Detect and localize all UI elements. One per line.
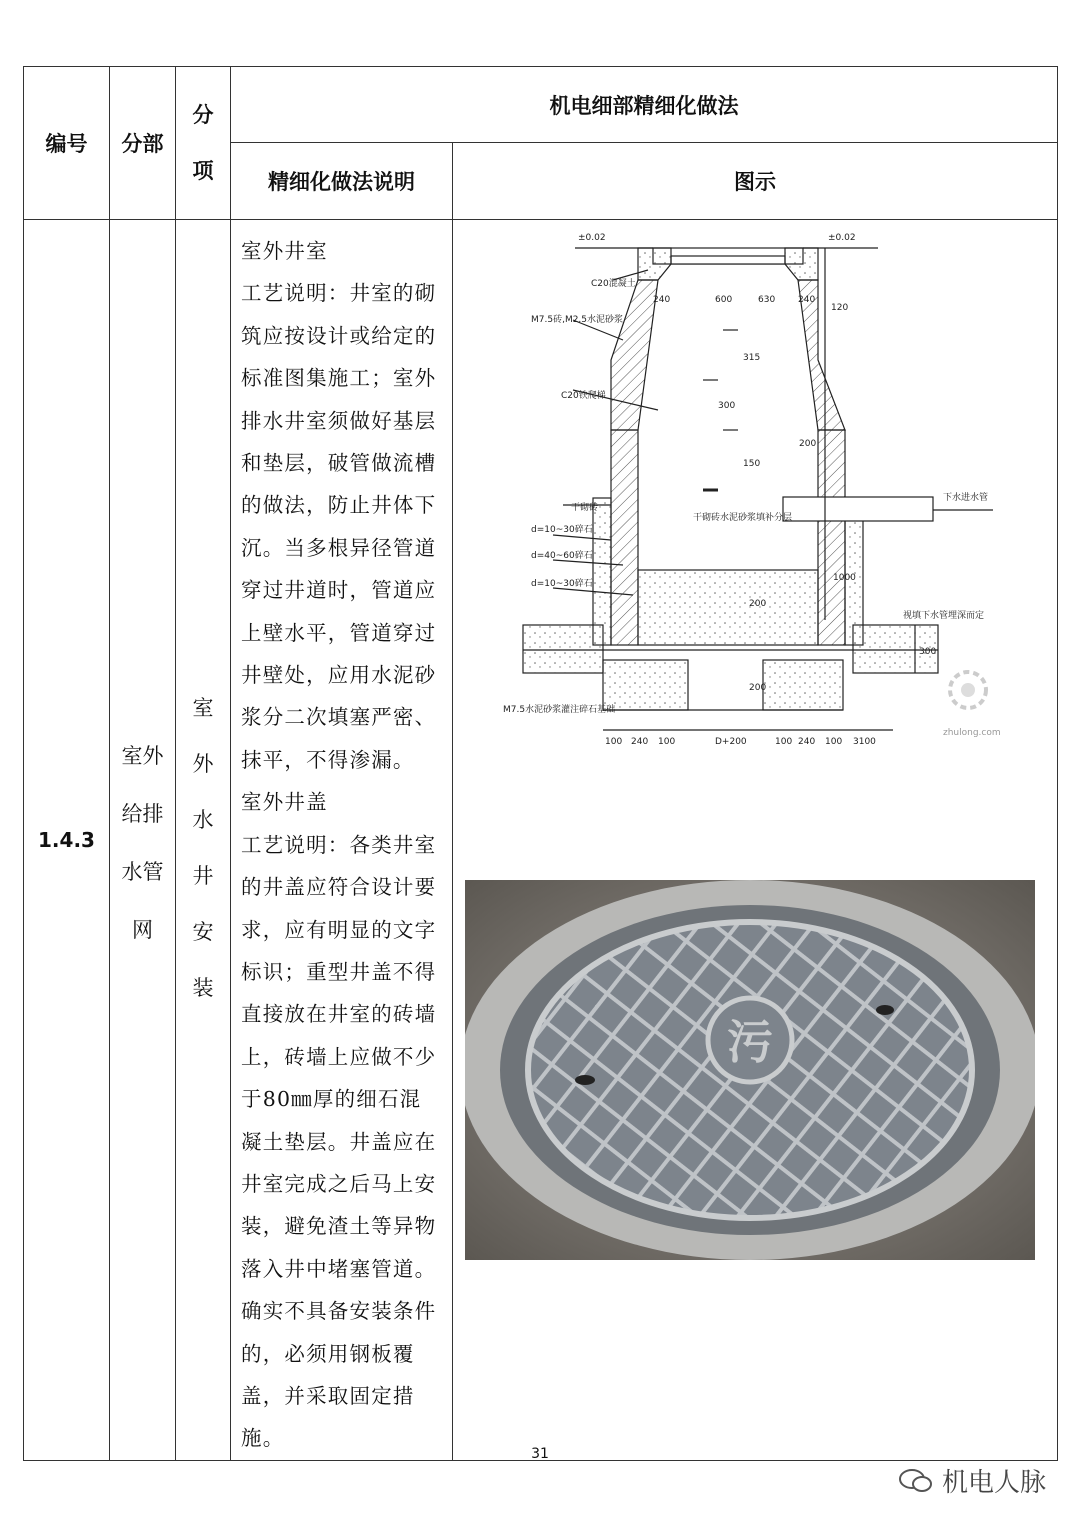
row-subitem	[176, 220, 231, 1461]
watermark-text: 机电人脉	[941, 1468, 1046, 1498]
section1-text: 井室的砌筑应按设计或给定的标准图集施工；室外排水井室须做好基层和垫层，破管做流槽的做法，防止井体下沉。当多根异径管道穿过井道时，管道应上壁水平，管道穿过井壁处，应用水泥砂浆分二次填塞严密、抹平，不得渗漏。	[241, 281, 437, 772]
manhole-cover-photo	[465, 880, 1035, 1260]
drawing-dim-600: 600	[715, 295, 733, 305]
bottom-dim: 240	[798, 737, 816, 747]
subitem-char: 安	[192, 919, 214, 944]
header-group-title: 机电细部精细化做法	[231, 67, 1058, 143]
division-line: 给排	[121, 801, 164, 826]
row-division	[110, 220, 176, 1461]
wechat-watermark	[898, 1462, 1046, 1499]
drawing-label-dry-brick: 干砌砖	[571, 503, 599, 513]
subitem-char: 井	[192, 863, 214, 888]
division-line: 水管	[121, 859, 164, 884]
bottom-dim: D+200	[715, 737, 747, 747]
bottom-dim: 240	[631, 737, 649, 747]
drawing-dim-200: 200	[799, 439, 817, 449]
bottom-dim: 100	[658, 737, 676, 747]
drawing-dim-240b: 240	[798, 295, 816, 305]
header-number: 编号	[24, 67, 110, 220]
drawing-dim-120: 120	[831, 303, 849, 313]
drawing-dim-150: 150	[743, 459, 761, 469]
section1-lead: 工艺说明：	[241, 281, 350, 306]
drawing-label-concrete: C20混凝土	[591, 279, 636, 289]
drawing-dim-630: 630	[758, 295, 776, 305]
drawing-level-left: ±0.02	[578, 233, 606, 243]
section2-title: 室外井盖	[241, 790, 328, 815]
drawing-bottom-dims	[605, 737, 876, 747]
spec-table	[23, 66, 1058, 1461]
drawing-label-gravel2: d=40~60碎石	[531, 551, 593, 561]
section2-body	[241, 824, 443, 1460]
drawing-label-side: 视填下水管埋深而定	[903, 611, 985, 621]
drawing-level-right: ±0.02	[828, 233, 856, 243]
drawing-label-cushion: 干砌砖水泥砂浆填补分层	[693, 513, 793, 523]
header-illustration: 图示	[453, 143, 1058, 220]
drawing-label-base: M7.5水泥砂浆灌注碎石基础	[503, 705, 616, 715]
cover-mark: 污	[727, 1015, 773, 1069]
drawing-label-gravel3: d=10~30碎石	[531, 579, 593, 589]
header-description: 精细化做法说明	[231, 143, 453, 220]
header-subitem-char: 分	[192, 103, 214, 127]
header-division: 分部	[110, 67, 176, 220]
drawing-label-outlet: 下水进水管	[943, 493, 989, 503]
page-number: 31	[531, 1446, 549, 1462]
section1-title: 室外井室	[241, 239, 328, 263]
drawing-dim-300: 300	[718, 401, 736, 411]
drawing-dim-1000: 1000	[833, 573, 856, 583]
section2-lead: 工艺说明：	[241, 832, 350, 857]
bottom-dim: 100	[825, 737, 843, 747]
bottom-dim: 100	[605, 737, 623, 747]
section1-body	[241, 272, 443, 781]
subitem-char: 装	[192, 975, 214, 1000]
header-subitem	[176, 67, 231, 220]
row-number: 1.4.3	[24, 220, 110, 1461]
division-line: 网	[132, 917, 153, 942]
division-line: 室外	[121, 743, 164, 768]
header-subitem-char: 项	[192, 159, 214, 183]
zhulong-logo-icon	[950, 672, 986, 708]
wechat-icon	[898, 1467, 934, 1495]
drawing-dim-200b: 200	[749, 599, 767, 609]
bottom-dim: 3100	[853, 737, 876, 747]
drawing-site-watermark: zhulong.com	[943, 728, 1001, 738]
cover-hole-right	[876, 1005, 894, 1015]
drawing-dim-240a: 240	[653, 295, 671, 305]
drawing-dim-315: 315	[743, 353, 761, 363]
subitem-char: 水	[192, 807, 214, 832]
drawing-label-gravel1: d=10~30碎石	[531, 525, 593, 535]
subitem-char: 外	[192, 751, 214, 776]
row-illustration	[453, 220, 1058, 1461]
section2-text: 各类井室的井盖应符合设计要求，应有明显的文字标识；重型井盖不得直接放在井室的砖墙上，砖墙上应做不少于80㎜厚的细石混凝土垫层。井盖应在井室完成之后马上安装，避免渣土等异物落入井中堵塞管道。确实不具备安装条件的，必须用钢板覆盖，并采取固定措施。	[241, 832, 437, 1451]
bottom-dim: 100	[775, 737, 793, 747]
subitem-char: 室	[192, 695, 214, 720]
manhole-section-drawing	[453, 220, 1053, 780]
row-description	[231, 220, 453, 1461]
drawing-dim-300b: 300	[919, 647, 937, 657]
drawing-dim-200c: 200	[749, 683, 767, 693]
drawing-label-ladder: C20铁爬梯	[561, 391, 606, 401]
cover-hole-left	[575, 1075, 595, 1085]
drawing-label-masonry: M7.5砖,M2.5水泥砂浆	[531, 315, 624, 325]
